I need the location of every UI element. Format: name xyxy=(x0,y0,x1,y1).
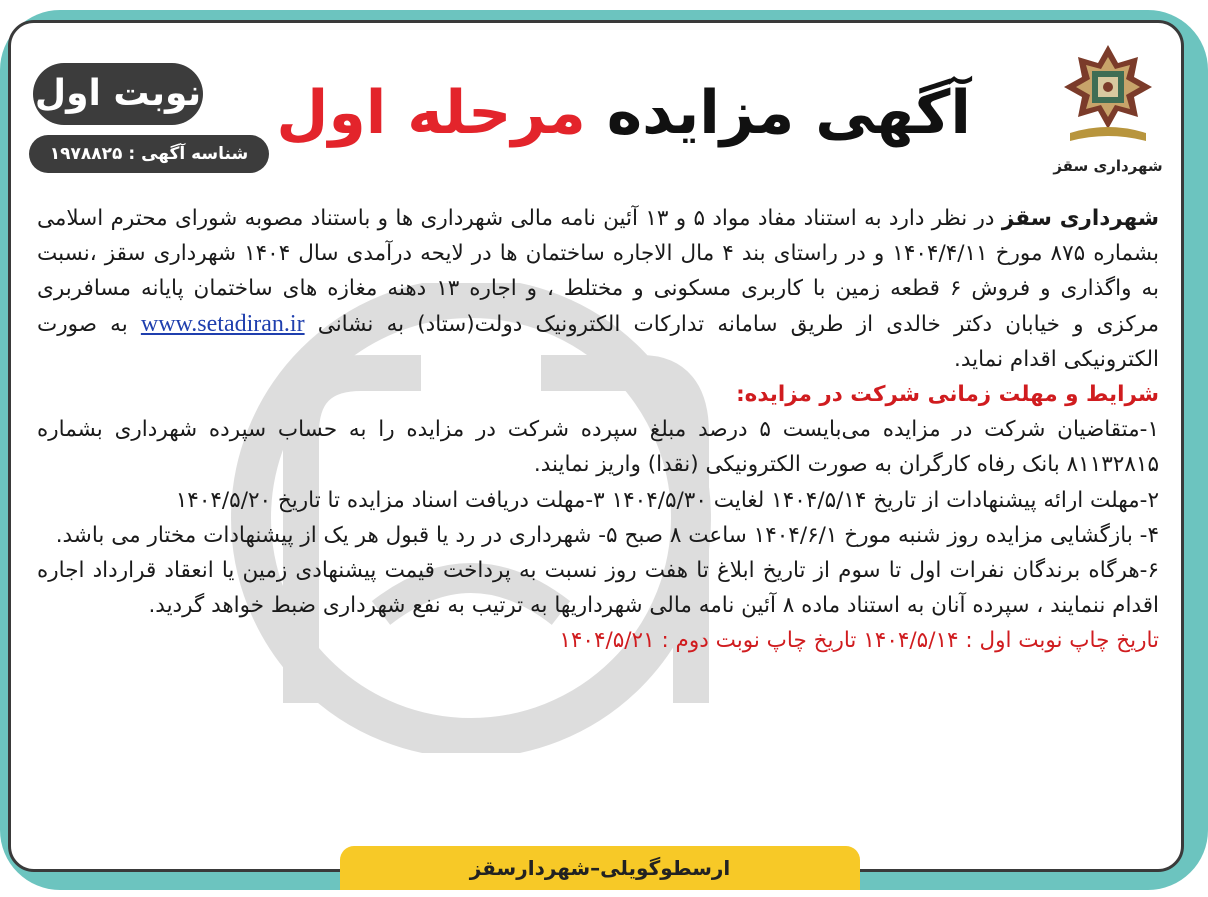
intro-text: در نظر دارد به استناد مفاد مواد ۵ و ۱۳ آئین نامه مالی شهرداری ها و باستناد مصوبه شورای محترم اسلامی بشماره ۸۷۵ مورخ ۱۴۰۴/۴/۱۱ و در راستای بند ۴ مال الاجاره ساختمان ها در لایحه درآمدی سال ۱۴۰۴ شهرداری سقز ،نسبت به واگذاری و فروش ۶ قطعه زمین با کاربری مسکونی و مختلط ، و اجاره ۱۳ دهنه مغازه های ساختمان پایانه مسافربری مرکزی و خیابان دکتر خالدی از طریق سامانه تدارکات الکترونیک دولت(ستاد) به نشانی xyxy=(37,206,1159,337)
conditions-heading: شرایط و مهلت زمانی شرکت در مزایده: xyxy=(736,382,1159,408)
intro-paragraph xyxy=(37,201,1159,377)
page-title xyxy=(276,63,971,163)
condition-item-6: ۶-هرگاه برندگان نفرات اول تا سوم از تاریخ ابلاغ تا هفت روز نسبت به پرداخت قیمت پیشنهادی زمین یا انعقاد قرارداد اجاره اقدام ننمایند ، سپرده آنان به استناد ماده ۸ آئین نامه مالی شهرداریها به ترتیب به نفع شهرداری ضبط خواهد گردید. xyxy=(37,558,1159,619)
title-stage: مرحله اول xyxy=(276,78,586,148)
intro-bold: شهرداری سقز xyxy=(1001,206,1160,231)
municipality-logo xyxy=(1053,41,1163,191)
intro-end: به صورت الکترونیکی اقدام نماید. xyxy=(37,311,1159,372)
signature-bar: ارسطوگویلی–شهردارسقز xyxy=(340,846,860,890)
logo-caption: شهرداری سقز xyxy=(1053,157,1163,175)
condition-item-2-3: ۲-مهلت ارائه پیشنهادات از تاریخ ۱۴۰۴/۵/۱۴ لغایت ۱۴۰۴/۵/۳۰ ۳-مهلت دریافت اسناد مزایده تا تاریخ ۱۴۰۴/۵/۲۰ xyxy=(175,487,1159,513)
turn-badge: نوبت اول xyxy=(33,63,203,125)
announcement-card xyxy=(8,20,1184,872)
condition-item-1: ۱-متقاضیان شرکت در مزایده می‌بایست ۵ درصد مبلغ سپرده شرکت در مزایده را به حساب سپرده شهرداری بشماره ۸۱۱۳۲۸۱۵ بانک رفاه کارگران به صورت الکترونیکی (نقدا) واریز نمایند. xyxy=(37,417,1159,478)
print-dates: تاریخ چاپ نوبت اول : ۱۴۰۴/۵/۱۴ تاریخ چاپ نوبت دوم : ۱۴۰۴/۵/۲۱ xyxy=(559,628,1159,654)
ad-id-badge: شناسه آگهی : ۱۹۷۸۸۲۵ xyxy=(29,135,269,173)
website-link[interactable]: www.setadiran.ir xyxy=(140,310,305,337)
announcement-body xyxy=(37,201,1159,659)
condition-item-4-5: ۴- بازگشایی مزایده روز شنبه مورخ ۱۴۰۴/۶/۱ ساعت ۸ صبح ۵- شهرداری در رد یا قبول هر یک از پیشنهادات مختار می باشد. xyxy=(55,522,1159,548)
star-emblem-icon xyxy=(1060,41,1156,151)
title-main: آگهی مزایده xyxy=(606,78,971,148)
